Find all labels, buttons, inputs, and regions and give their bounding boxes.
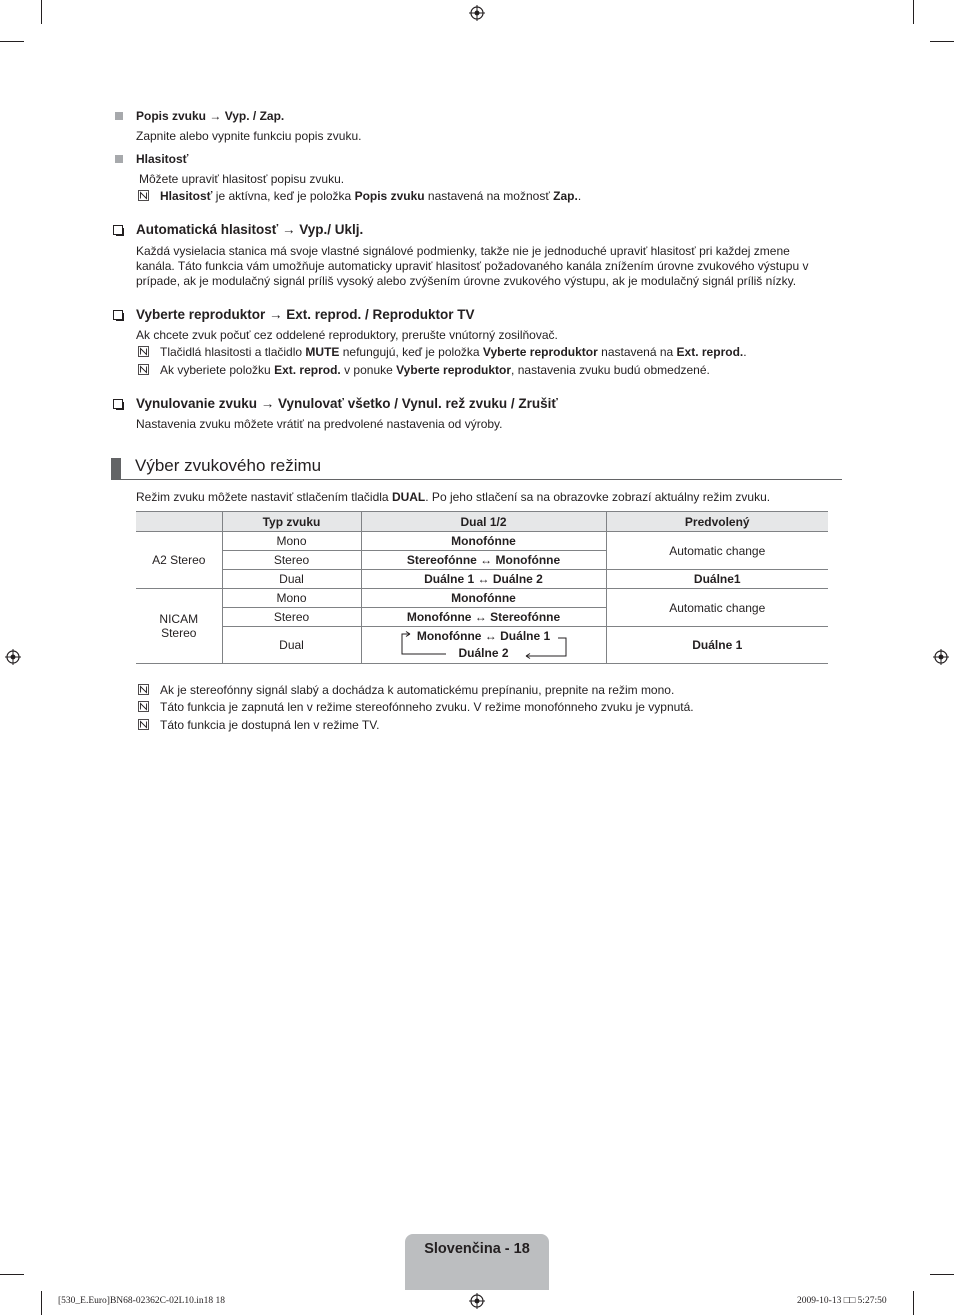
table-cell: Duálne 1 <box>606 627 828 664</box>
table-cell: Dual <box>222 570 361 589</box>
table-cell-standard: A2 Stereo <box>136 532 222 589</box>
crop-mark <box>41 0 42 24</box>
crop-mark <box>0 1274 24 1275</box>
note-icon <box>138 719 149 730</box>
table-row <box>136 532 828 551</box>
table-row <box>136 589 828 608</box>
table-cell: Monofónne ↔ Stereofónne <box>361 608 606 627</box>
table-cell: Stereo <box>222 551 361 570</box>
table-cell: Stereofónne ↔ Monofónne <box>361 551 606 570</box>
table-row <box>136 627 828 664</box>
table-cell: Mono <box>222 589 361 608</box>
paragraph-line: prípade, ak je modulačný signál príliš vysoký alebo zvýšením úrovne zvukového výstupu, ak je modulačný signál príliš nízky. <box>136 274 797 288</box>
crop-mark <box>930 1274 954 1275</box>
cycle-line-2: Duálne 2 <box>458 646 509 660</box>
paragraph: Nastavenia zvuku môžete vrátiť na predvolené nastavenia od výroby. <box>136 417 503 431</box>
standard-label: Stereo <box>161 626 197 640</box>
registration-mark-icon <box>5 649 21 665</box>
checkbox-bullet-icon <box>113 225 123 235</box>
table-cell: Mono <box>222 532 361 551</box>
registration-mark-icon <box>469 5 485 21</box>
table-cell: Dual <box>222 627 361 664</box>
item-title-hlasitost: Hlasitosť <box>136 152 189 166</box>
square-bullet-icon <box>115 112 123 120</box>
table-cell: Duálne1 <box>606 570 828 589</box>
heading-reset: Vynulovanie zvuku → Vynulovať všetko / Vynul. rež zvuku / Zrušiť <box>136 396 558 411</box>
note-text: Táto funkcia je zapnutá len v režime stereofónneho zvuku. V režime monofónneho zvuku je vypnutá. <box>160 700 694 714</box>
table-cell: Duálne 1 ↔ Duálne 2 <box>361 570 606 589</box>
square-bullet-icon <box>115 155 123 163</box>
registration-mark-icon <box>933 649 949 665</box>
section-intro: Režim zvuku môžete nastaviť stlačením tlačidla DUAL. Po jeho stlačení sa na obrazovke zobrazí aktuálny režim zvuku. <box>136 490 771 504</box>
note-icon <box>138 346 149 357</box>
table-cell: Monofónne <box>361 532 606 551</box>
table-cell-standard <box>136 589 222 664</box>
crop-mark <box>913 0 914 24</box>
section-marker <box>111 458 121 480</box>
item-desc: Môžete upraviť hlasitosť popisu zvuku. <box>139 172 345 186</box>
sound-mode-table <box>136 511 828 664</box>
cycle-line-1: Monofónne ↔ Duálne 1 <box>416 629 551 643</box>
crop-mark <box>930 41 954 42</box>
item-desc: Zapnite alebo vypnite funkciu popis zvuku. <box>136 129 362 143</box>
print-slug-left: [530_E.Euro]BN68-02362C-02L10.in18 18 <box>58 1296 226 1306</box>
note-icon <box>138 364 149 375</box>
checkbox-bullet-icon <box>113 399 123 409</box>
table-cell: Monofónne <box>361 589 606 608</box>
table-header <box>136 512 222 532</box>
table-cell: Stereo <box>222 608 361 627</box>
table-header-row <box>136 512 828 532</box>
note-icon <box>138 701 149 712</box>
note-icon <box>138 190 149 201</box>
standard-label: NICAM <box>159 612 199 626</box>
cycle-arrow-icon <box>400 630 570 660</box>
note-text: Tlačidlá hlasitosti a tlačidlo MUTE nefungujú, keď je položka Vyberte reproduktor nastavená na Ext. reprod.. <box>160 345 747 359</box>
table-header: Dual 1/2 <box>361 512 606 532</box>
registration-mark-icon <box>469 1293 485 1309</box>
print-slug-right: 2009-10-13 □□ 5:27:50 <box>797 1296 887 1306</box>
table-cell: Automatic change <box>606 532 828 570</box>
paragraph-line: Každá vysielacia stanica má svoje vlastné signálové podmienky, takže nie je jednoduché upraviť hlasitosť pri každej zmene <box>136 244 790 258</box>
crop-mark <box>0 41 24 42</box>
heading-auto-volume: Automatická hlasitosť → Vyp./ Uklj. <box>136 222 364 237</box>
note-text: Hlasitosť je aktívna, keď je položka Popis zvuku nastavená na možnosť Zap.. <box>160 189 582 203</box>
table-header: Typ zvuku <box>222 512 361 532</box>
checkbox-bullet-icon <box>113 310 123 320</box>
item-title-popis-zvuku: Popis zvuku → Vyp. / Zap. <box>136 109 285 123</box>
paragraph: Ak chcete zvuk počuť cez oddelené reproduktory, prerušte vnútorný zosilňovač. <box>136 328 558 342</box>
table-header: Predvolený <box>606 512 828 532</box>
paragraph-line: kanála. Táto funkcia vám umožňuje automaticky upraviť hlasitosť požadovaného kanála znížením úrovne zvukového výstupu v <box>136 259 809 273</box>
note-text: Ak je stereofónny signál slabý a dochádza k automatickému prepínaniu, prepnite na režim mono. <box>160 683 675 697</box>
section-title: Výber zvukového režimu <box>135 456 322 475</box>
note-text: Ak vyberiete položku Ext. reprod. v ponuke Vyberte reproduktor, nastavenia zvuku budú obmedzené. <box>160 363 710 377</box>
note-text: Táto funkcia je dostupná len v režime TV. <box>160 718 380 732</box>
crop-mark <box>913 1291 914 1315</box>
section-divider <box>111 479 842 480</box>
table-cell: Automatic change <box>606 589 828 627</box>
table-cell-cycle <box>361 627 606 664</box>
note-icon <box>138 684 149 695</box>
table-row <box>136 570 828 589</box>
crop-mark <box>41 1291 42 1315</box>
page-number-label: Slovenčina - 18 <box>424 1241 530 1257</box>
heading-speaker: Vyberte reproduktor → Ext. reprod. / Reproduktor TV <box>136 307 475 322</box>
